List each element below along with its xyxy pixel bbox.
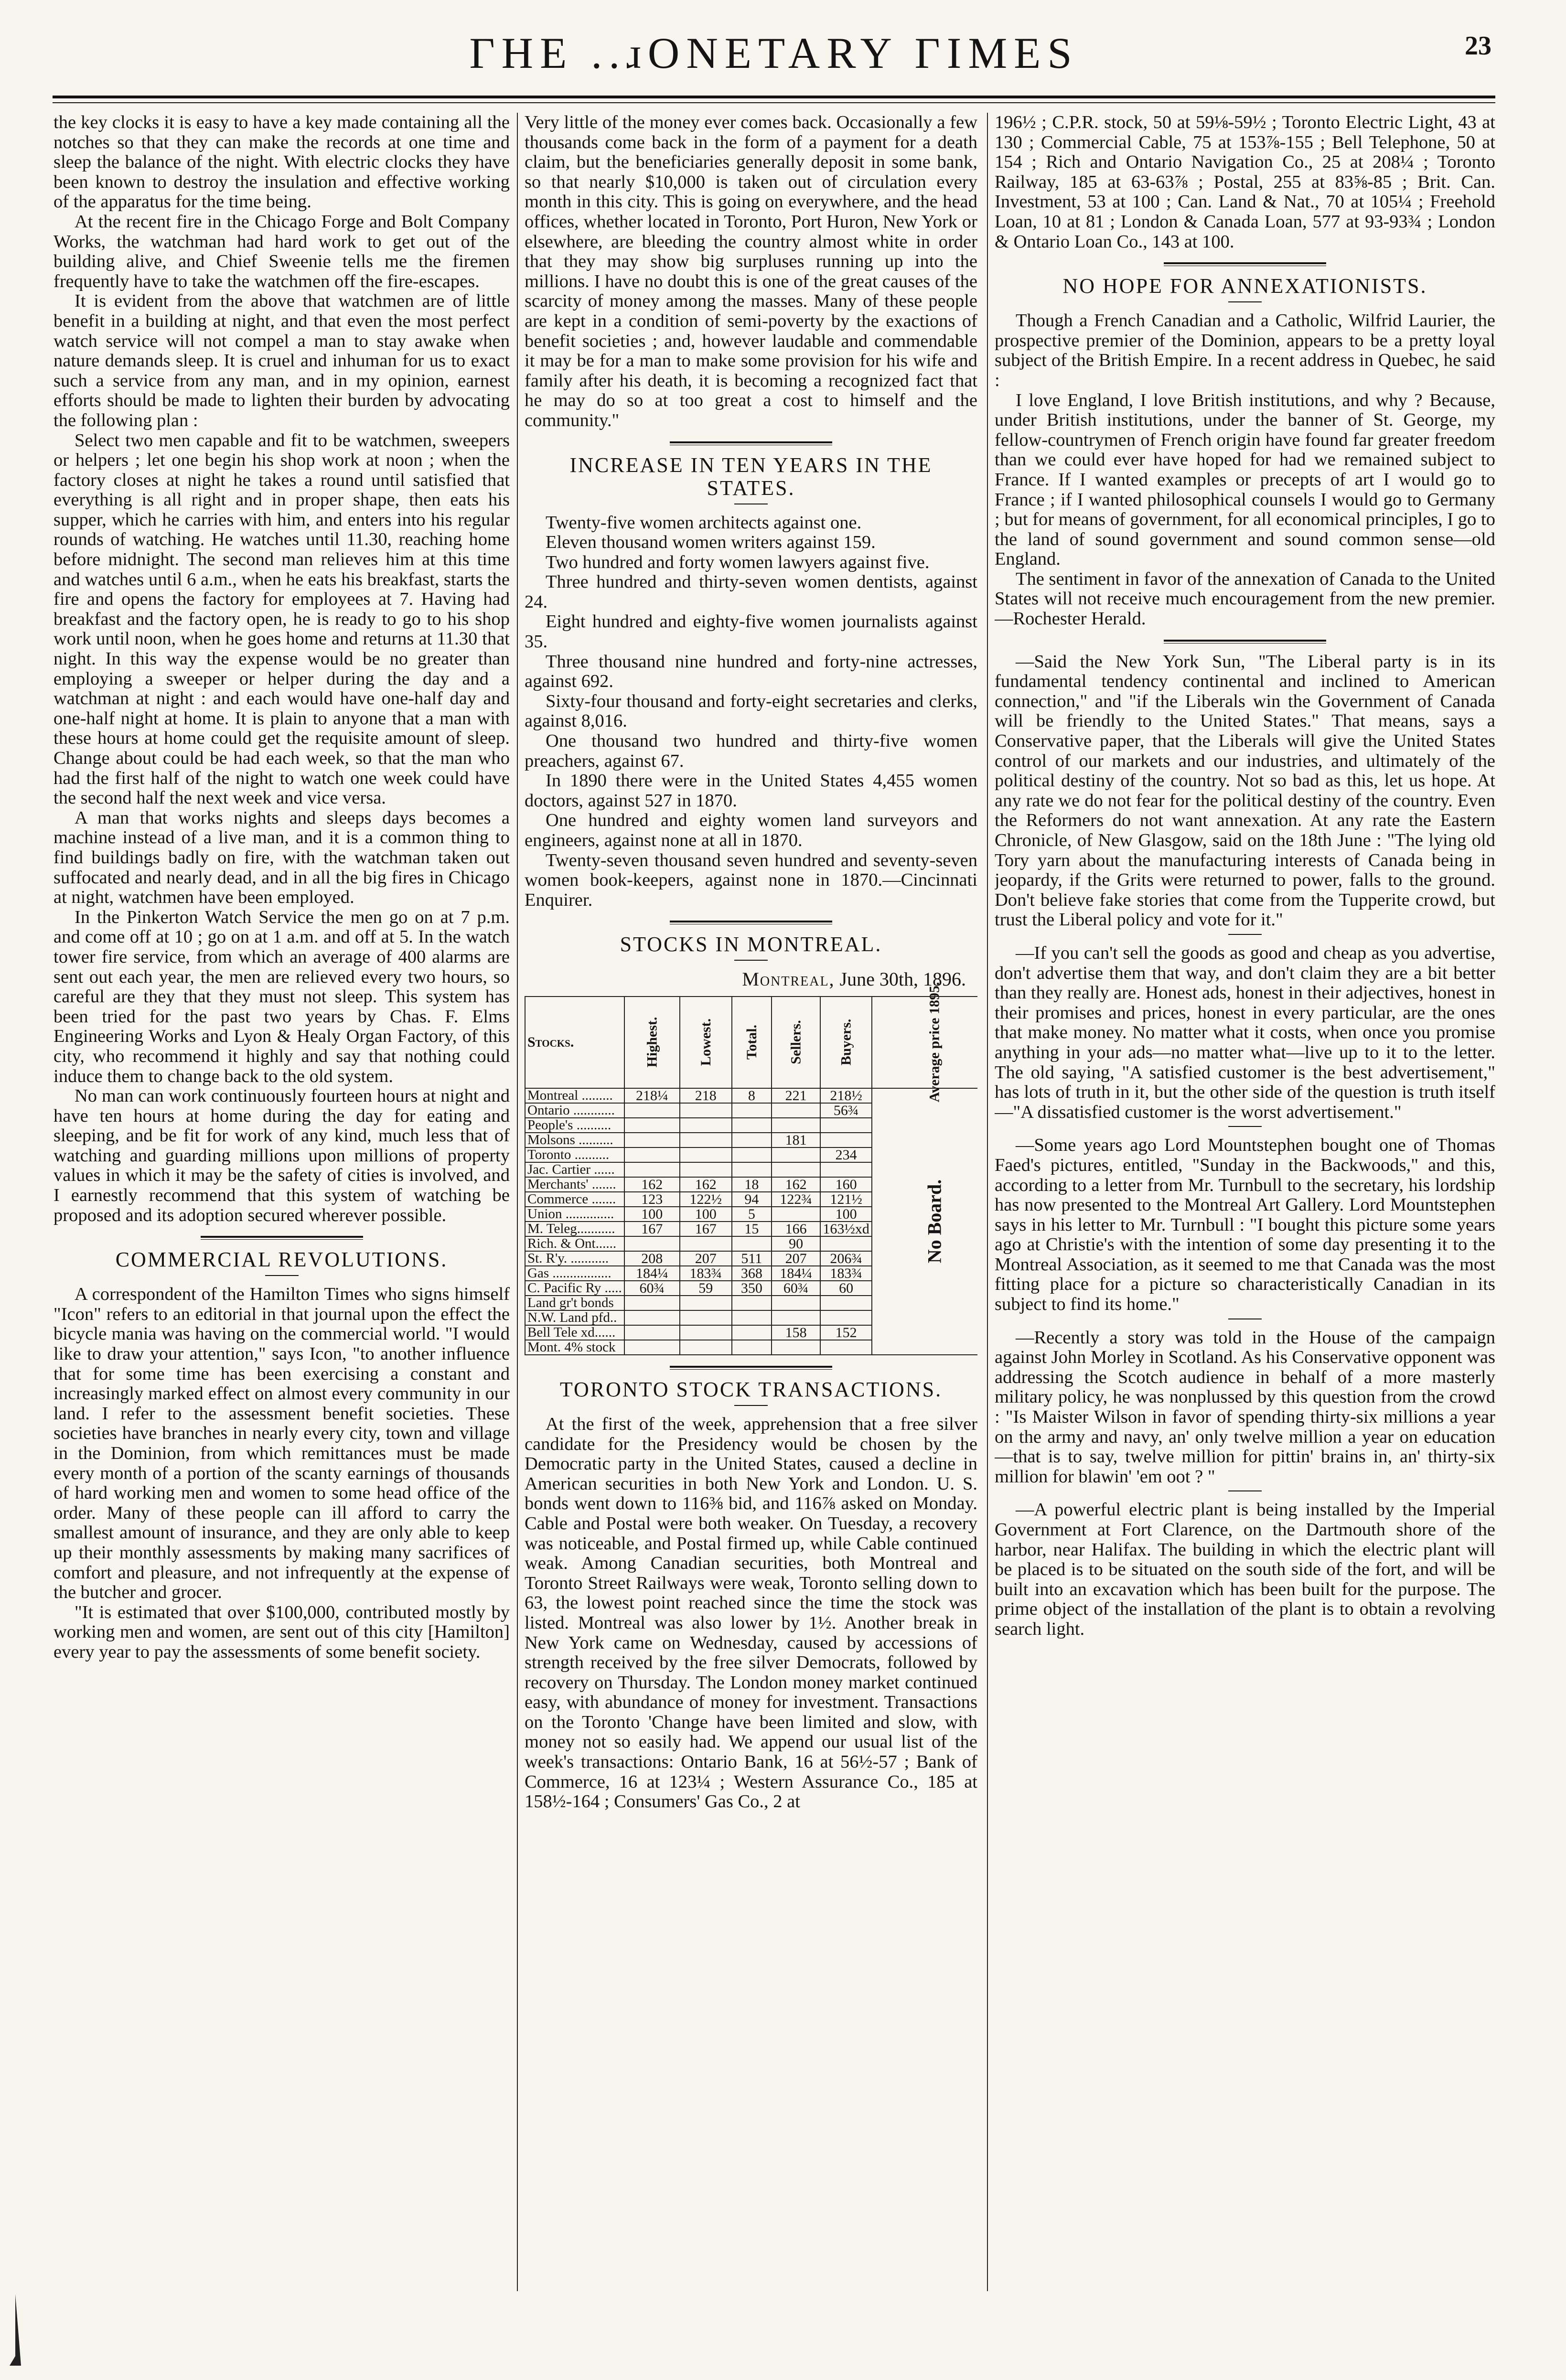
stock-value-cell: 121½ (820, 1192, 872, 1207)
stock-value-cell (624, 1103, 680, 1118)
stock-value-cell (680, 1103, 732, 1118)
stock-value-cell (820, 1162, 872, 1177)
paragraph: the key clocks it is easy to have a key made containing all the notches so that they can make the records at one time and sleep the balance of the night. With electric clocks they have been known to destroy the insulation and effective working of the apparatus for the time being. (54, 113, 510, 212)
paragraph: Very little of the money ever comes back. Occasionally a few thousands come back in the form of a payment for a death claim, but the beneficiaries generally deposit in some bank, so that nearly $10,000 is taken out of circulation every month in this city. This is going on everywhere, and the head offices, whether located in Toronto, Port Huron, New York or elsewhere, are bleeding the country almost white in order that they may show big surpluses running up into the millions. I have no doubt this is one of the great causes of the scarcity of money among the masses. Many of these people are kept in a condition of semi-poverty by the exactions of benefit societies ; and, however laudable and commendable it may be for a man to make some provision for his wife and family after his death, it is becoming a recognized fact that he may do so at too great a cost to himself and the community." (525, 113, 977, 430)
page-number: 23 (1465, 31, 1491, 61)
section-rule (670, 441, 832, 445)
stock-name-cell: Toronto .......... (525, 1147, 624, 1162)
stock-name-cell: St. R'y. ........... (525, 1251, 624, 1266)
list-item: Eight hundred and eighty-five women journalists against 35. (525, 611, 977, 652)
stock-value-cell: 218½ (820, 1088, 872, 1103)
stock-value-cell: 208 (624, 1251, 680, 1266)
paragraph: —Some years ago Lord Mountstephen bought one of Thomas Faed's pictures, entitled, "Sunday in the Backwoods," and this, according to a letter from Mr. Turnbull to the secretary, his lordship has now presented to the Montreal Art Gallery. Lord Mountstephen says in his letter to Mr. Turnbull : "I bought this picture some years ago at Christie's with the intention of some day presenting it to the Montreal Association, as it seemed to me that Canada was the most fitting place for a picture so characteristically Canadian in its subject to find its home." (995, 1135, 1495, 1315)
stock-name-cell: Union .............. (525, 1207, 624, 1222)
column-header: Sellers. (772, 997, 820, 1088)
dateline-place: Montreal, (742, 968, 835, 990)
section-dash (734, 960, 768, 961)
column-divider (517, 113, 518, 2291)
section-dash (1228, 934, 1262, 935)
stock-value-cell: 162 (624, 1177, 680, 1192)
paragraph: No man can work continuously fourteen hours at night and have ten hours at home during the day for eating and sleeping, and be fit for work of any kind, much less that of watching and guarding millions upon millions of property values in which it may be the safety of cities is involved, and I earnestly recommend that this system of watching be proposed and its adoption secured wherever possible. (54, 1086, 510, 1225)
column-1 (54, 113, 510, 2291)
paragraph: "It is estimated that over $100,000, contributed mostly by working men and women, are sent out of this city [Hamilton] every year to pay the assessments of some benefit society. (54, 1602, 510, 1662)
stock-value-cell (732, 1296, 772, 1310)
stocks-table-header-row (525, 997, 977, 1088)
stocks-table-body (525, 1088, 977, 1355)
stock-value-cell (772, 1162, 820, 1177)
stock-value-cell: 181 (772, 1133, 820, 1147)
stock-value-cell: 18 (732, 1177, 772, 1192)
stock-value-cell (732, 1103, 772, 1118)
section-heading-stocks: STOCKS IN MONTREAL. (620, 933, 882, 956)
stock-value-cell (680, 1296, 732, 1310)
stock-value-cell: 206¾ (820, 1251, 872, 1266)
column-header: Total. (732, 997, 772, 1088)
stocks-dateline (525, 969, 966, 989)
stock-value-cell: 218¼ (624, 1088, 680, 1103)
stock-value-cell (680, 1162, 732, 1177)
stock-value-cell (732, 1236, 772, 1251)
paragraph: —Recently a story was told in the House of the campaign against John Morley in Scotland. As his Conservative opponent was addressing the Scotch audience in behalf of a more masterly military policy, he was nonplussed by this question from the crowd : "Is Maister Wilson in favor of spending thirty-six millions a year on the army and navy, an' only twelve million a year on education—that is to say, twelve million for pittin' brains in, an' thirty-six million for blawin' 'em oot ? " (995, 1327, 1495, 1487)
list-item: Three hundred and thirty-seven women dentists, against 24. (525, 572, 977, 612)
stock-value-cell (820, 1133, 872, 1147)
masthead-rule-thin (53, 102, 1495, 103)
binding-mark (7, 2294, 24, 2370)
stock-value-cell (624, 1133, 680, 1147)
paragraph: —Said the New York Sun, "The Liberal party is in its fundamental tendency continental and inclined to American connection," and "if the Liberals win the Government of Canada will be friendly to the United States." That means, says a Conservative paper, that the Liberals will give the United States control of our markets and our industries, and ultimately of the political destiny of the country. Not so bad as this, let us hope. At any rate we do not fear for the political destiny of the country. Even the Reformers do not want annexation. At any rate the Eastern Chronicle, of New Glasgow, said on the 18th June : "The lying old Tory yarn about the manufacturing interests of Canada being in jeopardy, if the Grits were returned to power, falls to the ground. Don't believe fake stories that come from the Tupperite crowd, but trust the Liberal policy and vote for it." (995, 651, 1495, 930)
section-heading-annexation: NO HOPE FOR ANNEXATIONISTS. (1062, 274, 1427, 298)
stock-name-cell: Bell Tele xd...... (525, 1325, 624, 1340)
stock-value-cell: 59 (680, 1281, 732, 1296)
stock-value-cell: 158 (772, 1325, 820, 1340)
column-header: Highest. (624, 997, 680, 1088)
stock-value-cell: 207 (772, 1251, 820, 1266)
stock-value-cell: 100 (820, 1207, 872, 1222)
stock-value-cell (624, 1296, 680, 1310)
stock-value-cell (820, 1296, 872, 1310)
stock-value-cell: 511 (732, 1251, 772, 1266)
paragraph: It is evident from the above that watchmen are of little benefit in a building at night, and that even the most perfect watch service will not compel a man to stay awake when nature demands sleep. It is cruel and inhuman for us to exact such a service from any man, and in my opinion, earnest efforts should be made to lighten their burden by advocating the following plan : (54, 291, 510, 430)
section-dash (1228, 1490, 1262, 1491)
list-item: Sixty-four thousand and forty-eight secretaries and clerks, against 8,016. (525, 691, 977, 731)
stock-name-cell: Gas ................. (525, 1266, 624, 1281)
stock-name-cell: Land gr't bonds (525, 1296, 624, 1310)
paragraph: —If you can't sell the goods as good and cheap as you advertise, don't advertise them that way, and don't claim they are a bit better than they really are. Honest ads, honest in their adjectives, honest in their promises and prices, honest in every particular, are the ones that make money. No matter what it costs, when once you promise anything in your ads—no matter what—live up to it to the letter. The old saying, "A satisfied customer is the best advertisement," has lots of truth in it, but the other side of the question is truth itself—"A dissatisfied customer is the worst advertisement." (995, 943, 1495, 1122)
stock-value-cell: 56¾ (820, 1103, 872, 1118)
stock-value-cell: 122¾ (772, 1192, 820, 1207)
list-item: In 1890 there were in the United States 4,455 women doctors, against 527 in 1870. (525, 771, 977, 811)
paragraph: A man that works nights and sleeps days becomes a machine instead of a live man, and it is a common thing to find buildings badly on fire, with the watchman taken out suffocated and nearly dead, and in all the big fires in Chicago at night, watchmen have been employed. (54, 807, 510, 908)
list-item: Three thousand nine hundred and forty-nine actresses, against 692. (525, 651, 977, 692)
stock-name-cell: Montreal ......... (525, 1088, 624, 1103)
paragraph: The sentiment in favor of the annexation of Canada to the United States will not receive much encouragement from the new premier.—Rochester Herald. (995, 568, 1495, 629)
stock-value-cell: 162 (680, 1177, 732, 1192)
stock-name-cell: Commerce ....... (525, 1192, 624, 1207)
paragraph: —A powerful electric plant is being installed by the Imperial Government at Fort Clarence, on the Dartmouth shore of the harbor, near Halifax. The building in which the electric plant will be placed is to be situated on the south side of the fort, and will be built into an excavation which has been built for the purpose. The prime object of the installation of the plant is to obtain a revolving search light. (995, 1500, 1495, 1639)
masthead (53, 25, 1495, 96)
stock-value-cell: 60¾ (624, 1281, 680, 1296)
masthead-rule (53, 96, 1495, 98)
stock-value-cell: 166 (772, 1222, 820, 1236)
column-3 (995, 113, 1495, 2291)
stock-value-cell (772, 1147, 820, 1162)
paragraph: Though a French Canadian and a Catholic, Wilfrid Laurier, the prospective premier of the Dominion, appears to be a pretty loyal subject of the British Empire. In a recent address in Quebec, he said : (995, 311, 1495, 390)
stock-value-cell (772, 1207, 820, 1222)
stock-value-cell (732, 1147, 772, 1162)
stock-value-cell: 221 (772, 1088, 820, 1103)
stock-value-cell: 163½xd (820, 1222, 872, 1236)
stock-value-cell: 184¼ (624, 1266, 680, 1281)
stock-value-cell: 122½ (680, 1192, 732, 1207)
stock-value-cell: 207 (680, 1251, 732, 1266)
stock-name-cell: Mont. 4% stock (525, 1340, 624, 1355)
stock-value-cell (624, 1325, 680, 1340)
stock-value-cell (732, 1325, 772, 1340)
no-board-cell (872, 1088, 977, 1355)
paragraph: I love England, I love British institutions, and why ? Because, under British institutions, under the banner of St. George, my fellow-countrymen of French origin have found far greater freedom than we could ever have hoped for had we remained subject to France. If I wanted examples or precepts of art I would go to France ; if I wanted philosophical counsels I would go to Germany ; but for means of government, for all economical principles, I go to the land of sound government and sound common sense—old England. (995, 390, 1495, 569)
stock-name-cell: People's .......... (525, 1118, 624, 1133)
stock-value-cell: 8 (732, 1088, 772, 1103)
publication-title: ΓHE ..ɹONETARY ΓIMES (469, 29, 1079, 77)
list-item: Twenty-seven thousand seven hundred and seventy-seven women book-keepers, against none in 1870.—Cincinnati Enquirer. (525, 850, 977, 910)
stock-value-cell (772, 1103, 820, 1118)
stock-value-cell: 167 (624, 1222, 680, 1236)
stock-value-cell (820, 1118, 872, 1133)
stock-value-cell (820, 1310, 872, 1325)
stock-value-cell: 368 (732, 1266, 772, 1281)
stock-value-cell: 234 (820, 1147, 872, 1162)
dateline-date: June 30th, 1896. (839, 968, 966, 990)
section-heading-commercial: COMMERCIAL REVOLUTIONS. (115, 1248, 448, 1272)
stock-value-cell: 60¾ (772, 1281, 820, 1296)
stock-value-cell: 162 (772, 1177, 820, 1192)
stock-name-cell: N.W. Land pfd.. (525, 1310, 624, 1325)
stock-value-cell (680, 1147, 732, 1162)
stock-value-cell: 183¾ (680, 1266, 732, 1281)
stock-value-cell (624, 1118, 680, 1133)
stock-value-cell (820, 1236, 872, 1251)
stock-value-cell (624, 1162, 680, 1177)
section-heading-toronto: TORONTO STOCK TRANSACTIONS. (559, 1377, 943, 1401)
stock-name-cell: Rich. & Ont...... (525, 1236, 624, 1251)
stock-name-cell: Ontario ............ (525, 1103, 624, 1118)
paragraph: In the Pinkerton Watch Service the men go on at 7 p.m. and come off at 10 ; go on at 1 a.m. and off at 5. In the watch tower fire service, from which an average of 400 alarms are sent out each year, the men are relieved every two hours, so careful are they that they must not sleep. This system has been tried for the past two years by Chas. F. Elms Engineering Works and Lyon & Healy Organ Factory, of this city, who recommend it highly and say that nothing could induce them to change back to the old system. (54, 907, 510, 1086)
stock-value-cell (772, 1118, 820, 1133)
stock-value-cell: 167 (680, 1222, 732, 1236)
list-item: Twenty-five women architects against one. (546, 512, 862, 533)
section-rule (670, 1366, 832, 1370)
section-rule (201, 1236, 363, 1240)
stock-value-cell: 183¾ (820, 1266, 872, 1281)
stock-value-cell (732, 1118, 772, 1133)
stock-value-cell (680, 1340, 732, 1355)
stock-value-cell (732, 1133, 772, 1147)
stock-name-cell: M. Teleg........... (525, 1222, 624, 1236)
stocks-table (525, 982, 977, 1355)
list-item: Two hundred and forty women lawyers against five. (546, 552, 930, 572)
column-header: Average price 1895. (872, 997, 977, 1088)
list-item: One hundred and eighty women land surveyors and engineers, against none at all in 1870. (525, 810, 977, 850)
column-2 (525, 113, 977, 2291)
section-heading-increase: INCREASE IN TEN YEARS IN THE STATES. (569, 453, 933, 500)
no-board-label: No Board. (923, 1179, 945, 1264)
column-header: Buyers. (820, 997, 872, 1088)
paragraph: At the first of the week, apprehension that a free silver candidate for the Presidency would be chosen by the Democratic party in the United States, caused a decline in American securities in both New York and London. U. S. bonds went down to 116⅜ bid, and 116⅞ asked on Monday. Cable and Postal were both weaker. On Tuesday, a recovery was noticeable, and Postal firmed up, while Cable continued weak. Among Canadian securities, both Montreal and Toronto Street Railways were weak, Toronto selling down to 63, the lowest point reached since the time the stock was listed. Montreal was also lower by 1½. Another break in New York came on Wednesday, caused by accessions of strength received by the free silver Democrats, followed by recovery on Thursday. The London money market continued easy, with abundance of money for investment. Transactions on the Toronto 'Change have been limited and slow, with money not so easily had. We append our usual list of the week's transactions: Ontario Bank, 16 at 56½-57 ; Bank of Commerce, 16 at 123¼ ; Western Assurance Co., 185 at 158½-164 ; Consumers' Gas Co., 2 at (525, 1414, 977, 1812)
paragraph: 196½ ; C.P.R. stock, 50 at 59⅛-59½ ; Toronto Electric Light, 43 at 130 ; Commercial Cable, 75 at 153⅞-155 ; Bell Telephone, 50 at 154 ; Rich and Ontario Navigation Co., 25 at 208¼ ; Toronto Railway, 185 at 63-63⅞ ; Postal, 255 at 83⅝-85 ; Brit. Can. Investment, 53 at 100 ; Can. Land & Nat., 70 at 105¼ ; Freehold Loan, 10 at 81 ; London & Canada Loan, 577 at 93-93¾ ; London & Ontario Loan Co., 143 at 100. (995, 113, 1495, 252)
list-item: Eleven thousand women writers against 159. (546, 532, 876, 553)
stock-value-cell: 60 (820, 1281, 872, 1296)
stock-value-cell: 100 (680, 1207, 732, 1222)
paragraph: A correspondent of the Hamilton Times who signs himself "Icon" refers to an editorial in that journal upon the effect the bicycle mania was having on the commercial world. "I would like to draw your attention," says Icon, "to another influence that for some time has been exercising a constant and increasingly marked effect on almost every community in our land. I refer to the assessment benefit societies. These societies have branches in nearly every city, town and village in the Dominion, from which remittances must be made every month of a portion of the scanty earnings of thousands of hard working men and women to some head office of the order. Many of these people can ill afford to carry the smallest amount of insurance, and they are only able to keep up their monthly assessments by making many sacrifices of comfort and pleasure, and not infrequently at the expense of the butcher and grocer. (54, 1284, 510, 1603)
section-dash (734, 1405, 768, 1406)
column-header: Lowest. (680, 997, 732, 1088)
stock-value-cell: 184¼ (772, 1266, 820, 1281)
stock-value-cell: 160 (820, 1177, 872, 1192)
stock-value-cell (732, 1340, 772, 1355)
stock-value-cell (772, 1296, 820, 1310)
stock-value-cell (624, 1310, 680, 1325)
stock-value-cell: 90 (772, 1236, 820, 1251)
list-item: One thousand two hundred and thirty-five women preachers, against 67. (525, 731, 977, 771)
stock-value-cell (680, 1325, 732, 1340)
stock-value-cell: 100 (624, 1207, 680, 1222)
stock-value-cell: 5 (732, 1207, 772, 1222)
stock-name-cell: Molsons .......... (525, 1133, 624, 1147)
stock-value-cell (820, 1340, 872, 1355)
paragraph: At the recent fire in the Chicago Forge and Bolt Company Works, the watchman had hard work to get out of the building alive, and Chief Sweenie tells me the firemen frequently have to take the watchmen off the fire-escapes. (54, 211, 510, 291)
paragraph: Select two men capable and fit to be watchmen, sweepers or helpers ; let one begin his shop work at noon ; when the factory closes at night he takes a round until satisfied that everything is all right and in proper shape, then eats his supper, which he carries with him, and enters into his regular rounds of watching. He watches until 11.30, reaching home before midnight. The second man relieves him at this time and watches until 6 a.m., when he eats his breakfast, starts the fire and opens the factory for employees at 7. Having had breakfast and the factory open, he is ready to go to his shop work until noon, when he goes home and returns at 11.30 that night. In this way the expense would be no greater than employing a sweeper or helper during the day and a watchman at night : and each would have one-half day and one-half night at home. It is plain to anyone that a man with these hours at home could get the requisite amount of sleep. Change about could be had each week, so that the man who had the first half of the night to watch one week could have the second half the next week and vice versa. (54, 430, 510, 808)
stock-value-cell: 218 (680, 1088, 732, 1103)
stock-value-cell (680, 1236, 732, 1251)
section-dash (1228, 1126, 1262, 1127)
stock-value-cell (624, 1236, 680, 1251)
table-row (525, 1088, 977, 1103)
stock-value-cell: 94 (732, 1192, 772, 1207)
stock-value-cell: 152 (820, 1325, 872, 1340)
stock-value-cell (624, 1340, 680, 1355)
column-header: Stocks. (525, 997, 624, 1088)
stock-name-cell: Jac. Cartier ...... (525, 1162, 624, 1177)
stock-value-cell (624, 1147, 680, 1162)
stock-value-cell (680, 1133, 732, 1147)
section-dash (265, 1275, 299, 1276)
stock-name-cell: C. Pacific Ry ..... (525, 1281, 624, 1296)
stock-value-cell: 15 (732, 1222, 772, 1236)
stock-value-cell (772, 1340, 820, 1355)
stock-value-cell (680, 1310, 732, 1325)
stock-value-cell: 123 (624, 1192, 680, 1207)
stock-value-cell (732, 1310, 772, 1325)
stock-value-cell: 350 (732, 1281, 772, 1296)
stock-value-cell (680, 1118, 732, 1133)
section-dash (1228, 301, 1262, 302)
section-rule (670, 921, 832, 924)
column-divider (987, 113, 988, 2291)
stock-value-cell (772, 1310, 820, 1325)
stock-name-cell: Merchants' ....... (525, 1177, 624, 1192)
stock-value-cell (732, 1162, 772, 1177)
section-rule (1164, 640, 1326, 643)
section-rule (1164, 262, 1326, 266)
